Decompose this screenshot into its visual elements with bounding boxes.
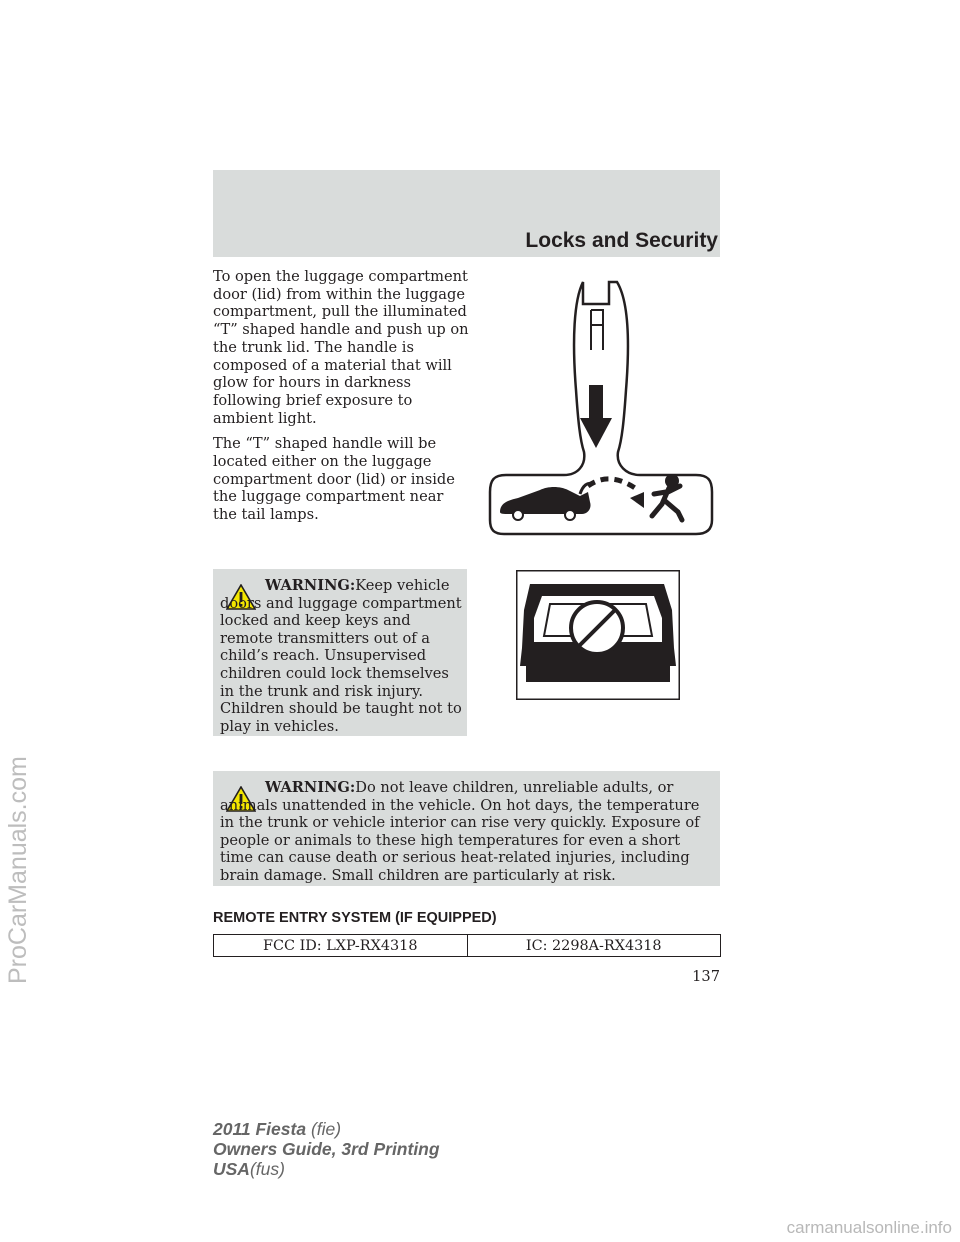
trunk-release-handle-illustration (488, 280, 714, 538)
warning-2-text (220, 779, 716, 885)
footer-line-region: USA(fus) (213, 1159, 285, 1179)
arrow-shaft (589, 385, 603, 421)
intro-text (213, 268, 469, 532)
ic-id-cell: IC: 2298A-RX4318 (467, 935, 721, 957)
fcc-id-table (213, 934, 721, 957)
footer-line-model: 2011 Fiesta (fie) (213, 1119, 342, 1139)
section-title: Locks and Security (525, 229, 718, 252)
car-icon (500, 487, 591, 514)
footer-line-guide: Owners Guide, 3rd Printing (213, 1139, 440, 1159)
page-number: 137 (692, 968, 720, 985)
warning-1-body: Keep vehicle doors and luggage compartment locked and keep keys and remote transmitters out of a child’s reach. Unsupervised children could lock themselves in the trunk and risk injury. Children should be taught not to play in vehicles. (220, 577, 462, 735)
warning-1-label: WARNING: (265, 577, 356, 594)
warning-2-label: WARNING: (265, 779, 356, 796)
bottom-watermark: carmanualsonline.info (786, 1218, 952, 1237)
fcc-id-cell: FCC ID: LXP-RX4318 (214, 935, 468, 957)
handle-slot (591, 310, 603, 350)
document-footer (213, 1119, 440, 1179)
table-row (214, 935, 721, 957)
warning-box-2 (213, 771, 720, 886)
side-watermark: ProCarManuals.com (4, 756, 32, 984)
warning-2-body: Do not leave children, unreliable adults, or animals unattended in the vehicle. On hot days, the temperature in the trunk or vehicle interior can rise very quickly. Exposure of people or animals to these high temperatures for even a short time can cause death or serious heat-related injuries, including brain damage. Small children are particularly at risk. (220, 779, 700, 884)
intro-paragraph-1: To open the luggage compartment door (lid) from within the luggage compartment, pull the illuminated “T” shaped handle and push up on the trunk lid. The handle is composed of a material that will glow for hours in darkness following brief exposure to ambient light. (213, 268, 469, 427)
trunk-warning-illustration (516, 570, 680, 700)
curved-arrow-icon (588, 479, 638, 490)
remote-entry-heading: REMOTE ENTRY SYSTEM (IF EQUIPPED) (213, 910, 497, 926)
section-header-band (213, 170, 720, 257)
intro-paragraph-2: The “T” shaped handle will be located either on the luggage compartment door (lid) or inside the luggage compartment near the tail lamps. (213, 435, 455, 524)
arrow-down-icon (580, 418, 612, 448)
warning-1-text (220, 577, 464, 735)
warning-box-1 (213, 569, 467, 736)
